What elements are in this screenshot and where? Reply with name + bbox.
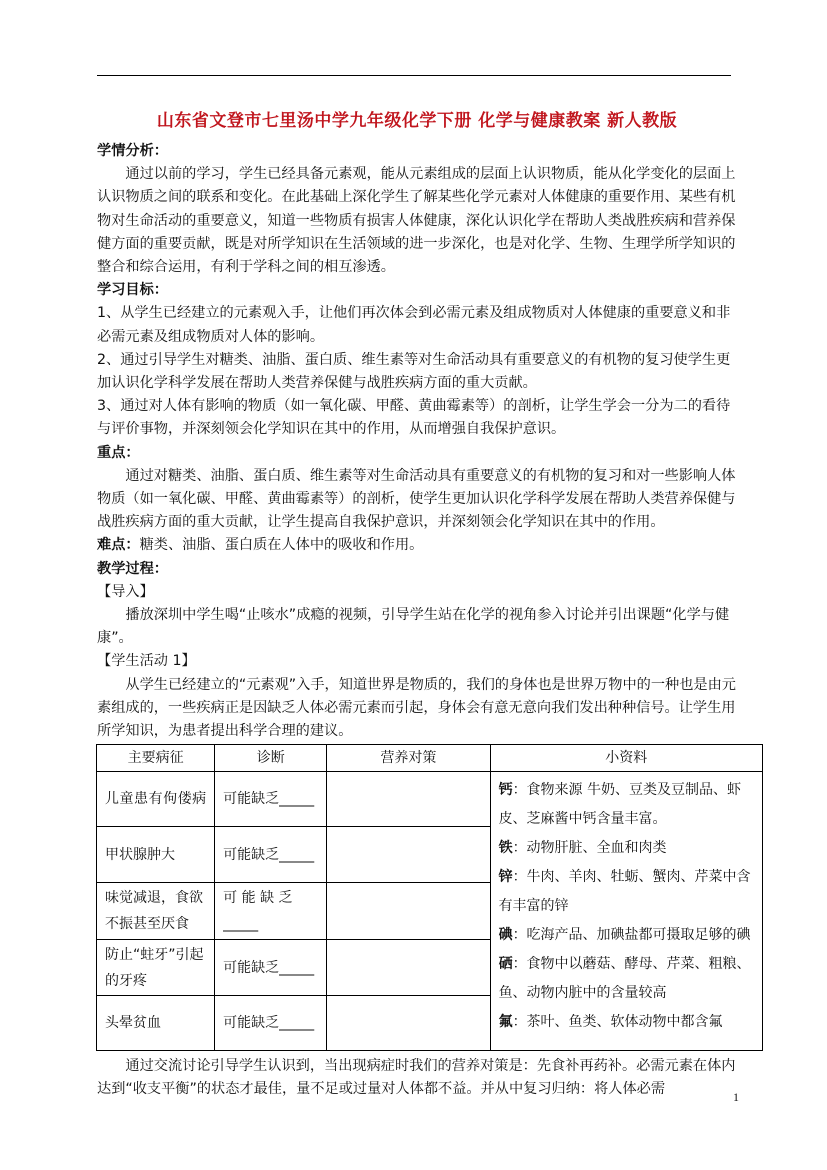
strategy-cell (327, 883, 490, 940)
info-item: 钙：食物来源 牛奶、豆类及豆制品、虾皮、芝麻酱中钙含量丰富。 (498, 782, 742, 828)
symptom-cell: 防止“蛀牙”引起的牙疼 (97, 940, 215, 996)
strategy-cell (327, 996, 490, 1051)
paragraph-nandian: 糖类、油脂、蛋白质在人体中的吸收和作用。 (139, 537, 424, 554)
table-header: 营养对策 (327, 745, 490, 772)
diagnosis-cell: 可能缺乏_____ (215, 772, 327, 827)
strategy-cell (327, 940, 490, 996)
table-header: 诊断 (215, 745, 327, 772)
objective-item: 1、从学生已经建立的元素观入手，让他们再次体会到必需元素及组成物质对人体健康的重要意义和非必需元素及组成物质对人体的影响。 (97, 305, 731, 345)
strategy-cell (327, 772, 490, 827)
symptom-cell: 头晕贫血 (97, 996, 215, 1051)
daoru-label: 【导入】 (97, 583, 154, 600)
paragraph-zhongdian: 通过对糖类、油脂、蛋白质、维生素等对生命活动具有重要意义的有机物的复习和对一些影响人体物质（如一氧化碳、甲醛、黄曲霉素等）的剖析，使学生更加认识化学科学发展在帮助人类营养保健与战胜疾病方面的重大贡献，让学生提高自我保护意识，并深刻领会化学知识在其中的作用。 (97, 467, 736, 531)
document-body (97, 108, 751, 1102)
paragraph-xueqing: 通过以前的学习，学生已经具备元素观，能从元素组成的层面上认识物质，能从化学变化的层面上认识物质之间的联系和变化。在此基础上深化学生了解某些化学元素对人体健康的重要作用、某些有机物对生命活动的重要意义，知道一些物质有损害人体健康，深化认识化学在帮助人类战胜疾病和营养保健方面的重要贡献，既是对所学知识在生活领域的进一步深化，也是对化学、生物、生理学所学知识的整合和综合运用，有利于学科之间的相互渗透。 (97, 166, 736, 276)
strategy-cell (327, 827, 490, 883)
nutrition-table (96, 744, 763, 1051)
info-item: 铁：动物肝脏、全血和肉类 (498, 840, 667, 857)
symptom-cell: 味觉减退，食欲不振甚至厌食 (97, 883, 215, 940)
section-heading-mubiao: 学习目标： (97, 282, 168, 299)
info-cell (490, 772, 762, 1051)
objective-item: 3、通过对人体有影响的物质（如一氧化碳、甲醛、黄曲霉素等）的剖析，让学生学会一分为二的看待与评价事物，并深刻领会化学知识在其中的作用，从而增强自我保护意识。 (97, 398, 731, 438)
diagnosis-cell: 可能缺乏_____ (215, 996, 327, 1051)
paragraph-after-table: 通过交流讨论引导学生认识到，当出现病症时我们的营养对策是：先食补再药补。必需元素在体内达到“收支平衡”的状态才最佳，量不足或过量对人体都不益。并从中复习归纳：将人体必需 (97, 1058, 736, 1098)
info-item: 锌：牛肉、羊肉、牡蛎、蟹肉、芹菜中含有丰富的锌 (498, 869, 751, 915)
section-heading-xueqing: 学情分析： (97, 143, 168, 159)
section-heading-zhongdian: 重点： (97, 444, 140, 461)
paragraph-daoru: 播放深圳中学生喝“止咳水”成瘾的视频，引导学生站在化学的视角参入讨论并引出课题“化学与健康”。 (97, 607, 730, 647)
info-item: 碘：吃海产品、加碘盐都可摄取足够的碘 (498, 927, 751, 944)
page-title: 山东省文登市七里汤中学九年级化学下册 化学与健康教案 新人教版 (156, 111, 678, 131)
diagnosis-cell: 可能缺乏_____ (215, 827, 327, 883)
symptom-cell: 儿童患有佝偻病 (97, 772, 215, 827)
table-header: 主要病征 (97, 745, 215, 772)
objective-item: 2、通过引导学生对糖类、油脂、蛋白质、维生素等对生命活动具有重要意义的有机物的复习使学生更加认识化学科学发展在帮助人类营养保健与战胜疾病方面的重大贡献。 (97, 351, 731, 392)
page-number: 1 (733, 1090, 739, 1104)
section-heading-nandian: 难点： (97, 537, 140, 554)
info-item: 氟：茶叶、鱼类、软体动物中都含氟 (498, 1014, 723, 1031)
table-header-row (97, 745, 763, 772)
diagnosis-cell: 可能缺乏_____ (215, 940, 327, 996)
symptom-cell: 甲状腺肿大 (97, 827, 215, 883)
table-row (97, 772, 763, 827)
section-heading-guocheng: 教学过程： (97, 560, 168, 577)
table-header: 小资料 (490, 745, 762, 772)
paragraph-huodong: 从学生已经建立的“元素观”入手，知道世界是物质的，我们的身体也是世界万物中的一种也是由元素组成的，一些疾病正是因缺乏人体必需元素而引起，身体会有意无意向我们发出种种信号。让学生用所学知识，为患者提出科学合理的建议。 (97, 676, 736, 740)
header-rule (97, 75, 731, 76)
diagnosis-cell: 可 能 缺 乏_____ (215, 883, 327, 940)
info-item: 硒：食物中以蘑菇、酵母、芹菜、粗粮、鱼、动物内脏中的含量较高 (498, 956, 751, 1002)
nandian-line (97, 534, 737, 557)
huodong-label: 【学生活动 1】 (97, 653, 196, 670)
